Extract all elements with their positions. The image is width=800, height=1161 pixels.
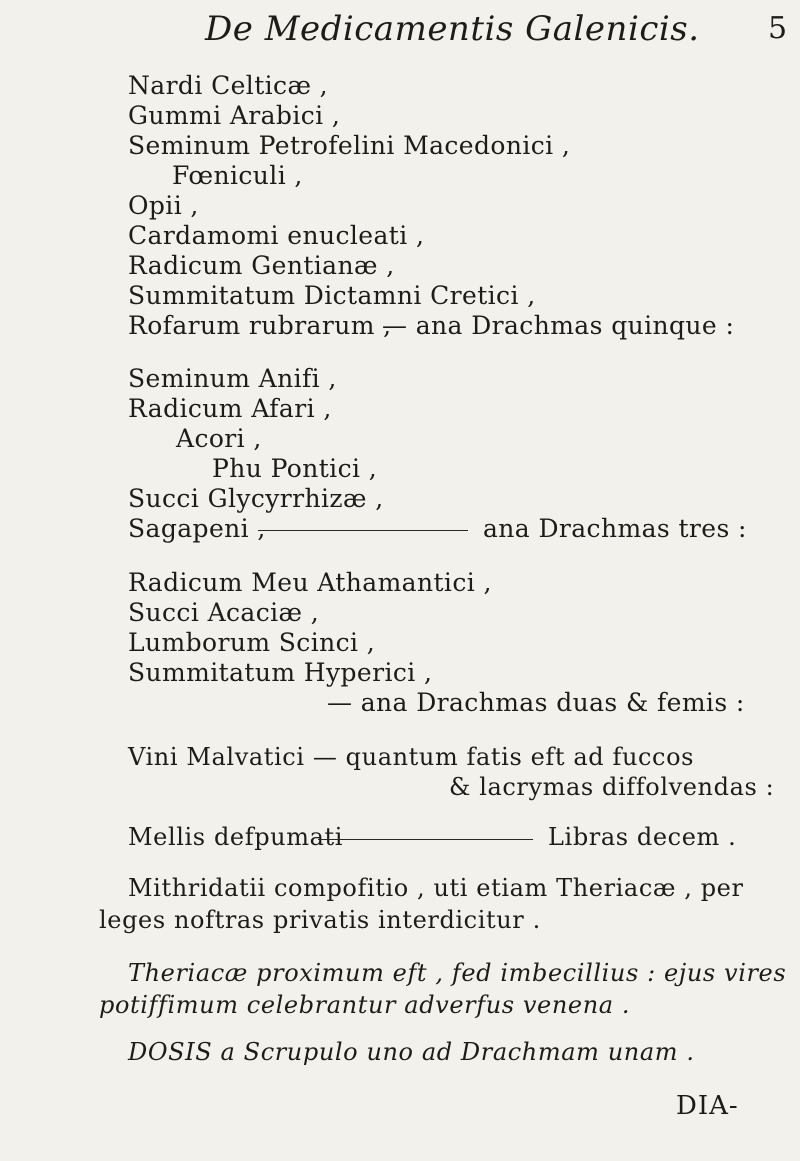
ingredient-line: Opii , [128, 191, 199, 220]
paragraph-line: leges noftras privatis interdicitur . [99, 906, 541, 934]
dosage-line: — ana Drachmas duas & femis : [327, 688, 745, 717]
ingredient-line: Acori , [176, 424, 262, 453]
dosis-text: a Scrupulo uno ad Drachmam unam . [220, 1038, 695, 1066]
dosis-label: DOSIS [128, 1038, 213, 1066]
ingredient-line: Summitatum Dictamni Cretici , [128, 281, 536, 310]
italic-paragraph-line: potiffimum celebrantur adverfus venena . [99, 991, 631, 1019]
dosis-line [128, 1040, 695, 1064]
ingredient-line: Lumborum Scinci , [128, 628, 376, 657]
ingredient-line: Fœniculi , [172, 161, 303, 190]
wine-line: Vini Malvatici — quantum fatis eft ad fuccos [128, 743, 695, 771]
ingredient-line: Radicum Gentianæ , [128, 251, 395, 280]
ingredient-line: Gummi Arabici , [128, 101, 341, 130]
ingredient-line: Succi Acaciæ , [128, 598, 320, 627]
honey-amount: Libras decem . [548, 823, 737, 851]
paragraph-line: Mithridatii compofitio , uti etiam Theriacæ , per [128, 874, 744, 902]
ingredient-line: Phu Pontici , [212, 454, 378, 483]
ingredient-line: Radicum Afari , [128, 394, 332, 423]
dosage-line: — ana Drachmas quinque : [382, 311, 735, 340]
wine-line-continued: & lacrymas diffolvendas : [449, 773, 775, 801]
dosage-line: ana Drachmas tres : [483, 514, 747, 543]
running-header-title: De Medicamentis Galenicis. [205, 9, 700, 49]
ingredient-line: Summitatum Hyperici , [128, 658, 433, 687]
catchword: DIA- [676, 1091, 739, 1121]
ingredient-line: Sagapeni , [128, 514, 266, 543]
page-number: 5 [768, 11, 788, 46]
ingredient-line: Radicum Meu Athamantici , [128, 568, 492, 597]
italic-paragraph-line: Theriacæ proximum eft , fed imbecillius : ejus vires [128, 959, 787, 987]
ingredient-line: Seminum Anifi , [128, 364, 337, 393]
dosage-leader-dash [258, 530, 468, 531]
ingredient-line: Cardamomi enucleati , [128, 221, 425, 250]
ingredient-line: Nardi Celticæ , [128, 71, 329, 100]
ingredient-line: Seminum Petrofelini Macedonici , [128, 131, 571, 160]
ingredient-line: Succi Glycyrrhizæ , [128, 484, 384, 513]
dosage-leader-dash [318, 839, 533, 840]
honey-line: Mellis defpumati [128, 823, 344, 851]
ingredient-line: Rofarum rubrarum , [128, 311, 392, 340]
